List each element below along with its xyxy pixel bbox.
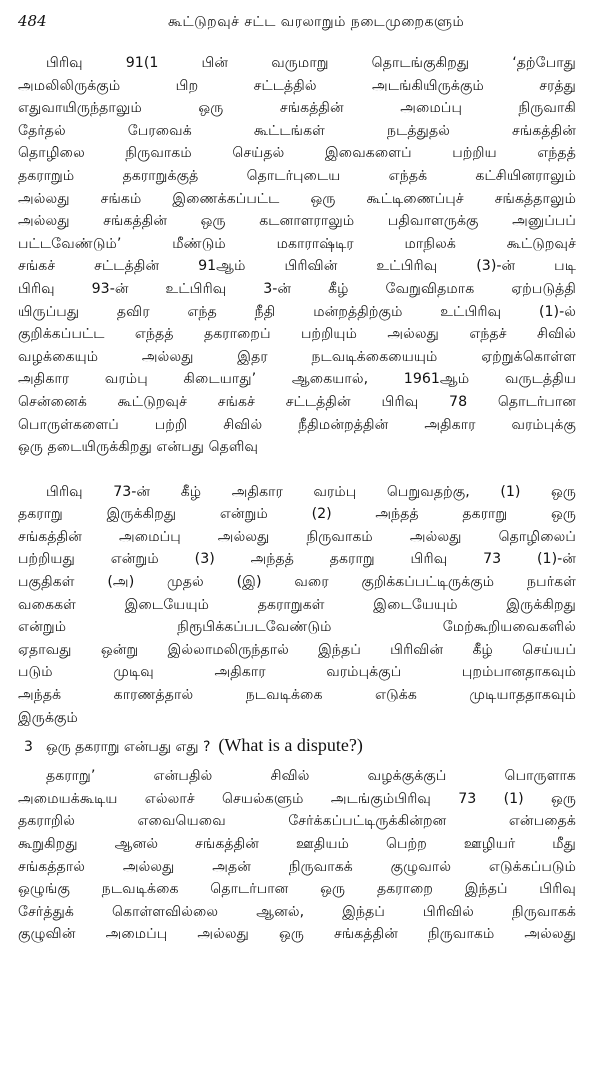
paragraph-line: தகராறு இருக்கிறது என்றும் (2) அந்தத் தகராறு ஒரு [18,506,576,523]
paragraph-line: அமையக்கூடிய எல்லாச் செயல்களும் அடங்கும்பிரிவு 73 (1) ஒரு [18,790,576,807]
paragraph-line: என்றும் நிரூபிக்கப்படவேண்டும் மேற்கூறியவைகளில் [18,619,576,636]
paragraph-line: சங்கச் சட்டத்தின் 91ஆம் பிரிவின் உட்பிரிவு (3)-ன் படி [18,258,576,275]
section-title-tamil: ஒரு தகராறு என்பது எது ? [46,739,211,756]
paragraph-line: அல்லது சங்கம் இணைக்கப்பட்ட ஒரு கூட்டிணைப்புச் சங்கத்தாலும் [18,190,576,207]
paragraph-line: படும் முடிவு அதிகார வரம்புக்குப் புறம்பானதாகவும் [18,664,576,681]
paragraph-line: சங்கத்தால் அல்லது அதன் நிருவாகக் குழுவால் எடுக்கப்படும் [18,858,576,875]
page-number: 484 [18,12,47,30]
paragraph-line: அமலிலிருக்கும் பிற சட்டத்தில் அடங்கியிருக்கும் சரத்து [18,77,576,94]
paragraph-line: ஏதாவது ஒன்று இல்லாமலிருந்தால் இந்தப் பிரிவின் கீழ் செய்யப் [18,641,576,658]
paragraph-line: தகராறு’ என்பதில் சிவில் வழக்குக்குப் பொருளாக [46,768,576,785]
page-header [18,12,576,42]
paragraph-line: பொருள்களைப் பற்றி சிவில் நீதிமன்றத்தின் அதிகார வரம்புக்கு [18,416,576,433]
paragraph-line: குறிக்கப்பட்ட எந்தத் தகராறைப் பற்றியும் அல்லது எந்தச் சிவில் [18,326,576,343]
paragraph-73 [18,481,576,730]
paragraph-line: தேர்தல் பேரவைக் கூட்டங்கள் நடத்துதல் சங்கத்தின் [18,122,576,139]
section-title-english: (What is a dispute?) [218,735,363,756]
paragraph-line: பிரிவு 73-ன் கீழ் அதிகார வரம்பு பெறுவதற்கு, (1) ஒரு [46,483,576,500]
paragraph-91 [18,52,576,459]
paragraph-line: அதிகார வரம்பு கிடையாது’ ஆகையால், 1961ஆம் வருடத்திய [18,371,576,388]
paragraph-line: இருக்கும் [18,709,78,726]
section-heading [18,735,576,765]
paragraph-line: ஒரு தடையிருக்கிறது என்பது தெளிவு [18,439,259,456]
paragraph-line: வழக்கையும் அல்லது இதர நடவடிக்கையையும் ஏற்றுக்கொள்ள [18,348,576,365]
paragraph-line: தகராறும் தகராறுக்குத் தொடர்புடைய எந்தக் கட்சியினராலும் [18,167,576,184]
paragraph-line: பகுதிகள் (அ) முதல் (இ) வரை குறிக்கப்பட்டிருக்கும் நபர்கள் [18,574,576,591]
paragraph-line: பற்றியது என்றும் (3) அந்தத் தகராறு பிரிவு 73 (1)-ன் [18,551,576,568]
paragraph-line: யிருப்பது தவிர எந்த நீதி மன்றத்திற்கும் உட்பிரிவு (1)-ல் [18,303,576,320]
running-title: கூட்டுறவுச் சட்ட வரலாறும் நடைமுறைகளும் [168,14,465,30]
paragraph-line: அந்தக் காரணத்தால் நடவடிக்கை எடுக்க முடியாததாகவும் [18,687,576,704]
paragraph-line: எதுவாயிருந்தாலும் ஒரு சங்கத்தின் அமைப்பு நிருவாகி [18,100,576,117]
paragraph-line: தொழிலை நிருவாகம் செய்தல் இவைகளைப் பற்றிய எந்தத் [18,145,576,162]
paragraph-line: குழுவின் அமைப்பு அல்லது ஒரு சங்கத்தின் நிருவாகம் அல்லது [18,926,576,943]
paragraph-line: வகைகள் இடையேயும் தகராறுகள் இடையேயும் இருக்கிறது [18,596,576,613]
paragraph-line: ஒழுங்கு நடவடிக்கை தொடர்பான ஒரு தகராறை இந்தப் பிரிவு [18,881,576,898]
paragraph-line: பிரிவு 93-ன் உட்பிரிவு 3-ன் கீழ் வேறுவிதமாக ஏற்படுத்தி [18,280,576,297]
paragraph-line: தகராறில் எவையெவை சேர்க்கப்பட்டிருக்கின்றன என்பதைக் [18,813,576,830]
paragraph-line: சேர்த்துக் கொள்ளவில்லை ஆனல், இந்தப் பிரிவில் நிருவாகக் [18,903,576,920]
paragraph-line: பட்டவேண்டும்’ மீண்டும் மகாராஷ்டிர மாநிலக் கூட்டுறவுச் [18,235,576,252]
paragraph-line: அல்லது சங்கத்தின் ஒரு கடனாளராலும் பதிவாளருக்கு அனுப்பப் [18,213,576,230]
section-number: 3 [24,739,33,756]
paragraph-dispute [18,765,576,946]
paragraph-line: கூறுகிறது ஆனல் சங்கத்தின் ஊதியம் பெற்ற ஊழியர் மீது [18,836,576,852]
paragraph-line: பிரிவு 91(1 பின் வருமாறு தொடங்குகிறது ‘தற்போது [46,55,576,71]
paragraph-line: சங்கத்தின் அமைப்பு அல்லது நிருவாகம் அல்லது தொழிலைப் [18,528,576,545]
paragraph-line: சென்னைக் கூட்டுறவுச் சங்கச் சட்டத்தின் பிரிவு 78 தொடர்பான [18,393,576,410]
